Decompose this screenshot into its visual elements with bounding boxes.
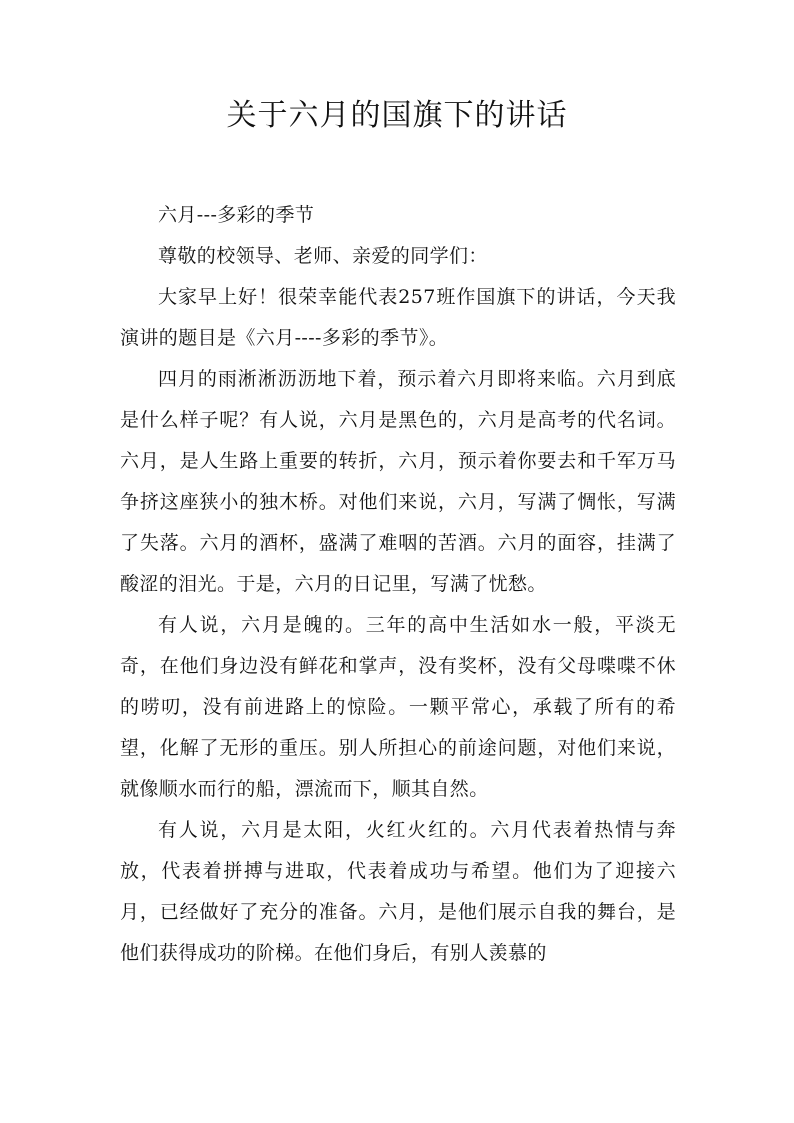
body-paragraph: 有人说，六月是太阳，火红火红的。六月代表着热情与奔放，代表着拼搏与进取，代表着成功与希望。他们为了迎接六月，已经做好了充分的准备。六月，是他们展示自我的舞台，是他们获得成功的阶梯。在他们身后，有别人羡慕的 [120, 819, 676, 964]
body-paragraph: 四月的雨淅淅沥沥地下着，预示着六月即将来临。六月到底是什么样子呢？有人说，六月是黑色的，六月是高考的代名词。六月，是人生路上重要的转折，六月，预示着你要去和千军万马争挤这座狭小的独木桥。对他们来说，六月，写满了惆怅，写满了失落。六月的酒杯，盛满了难咽的苦酒。六月的面容，挂满了酸涩的泪光。于是，六月的日记里，写满了忧愁。 [120, 368, 676, 595]
body-paragraph: 有人说，六月是魄的。三年的高中生活如水一般，平淡无奇，在他们身边没有鲜花和掌声，没有奖杯，没有父母喋喋不休的唠叨，没有前进路上的惊险。一颗平常心，承载了所有的希望，化解了无形的重压。别人所担心的前途问题，对他们来说，就像顺水而行的船，漂流而下，顺其自然。 [120, 614, 676, 800]
document-title: 关于六月的国旗下的讲话 [226, 98, 568, 133]
document-body [120, 195, 676, 974]
body-paragraph: 大家早上好！很荣幸能代表257班作国旗下的讲话，今天我演讲的题目是《六月----多彩的季节》。 [120, 286, 676, 349]
subtitle-paragraph: 六月---多彩的季节 [158, 204, 315, 226]
salutation-paragraph: 尊敬的校领导、老师、亲爱的同学们： [158, 245, 488, 267]
